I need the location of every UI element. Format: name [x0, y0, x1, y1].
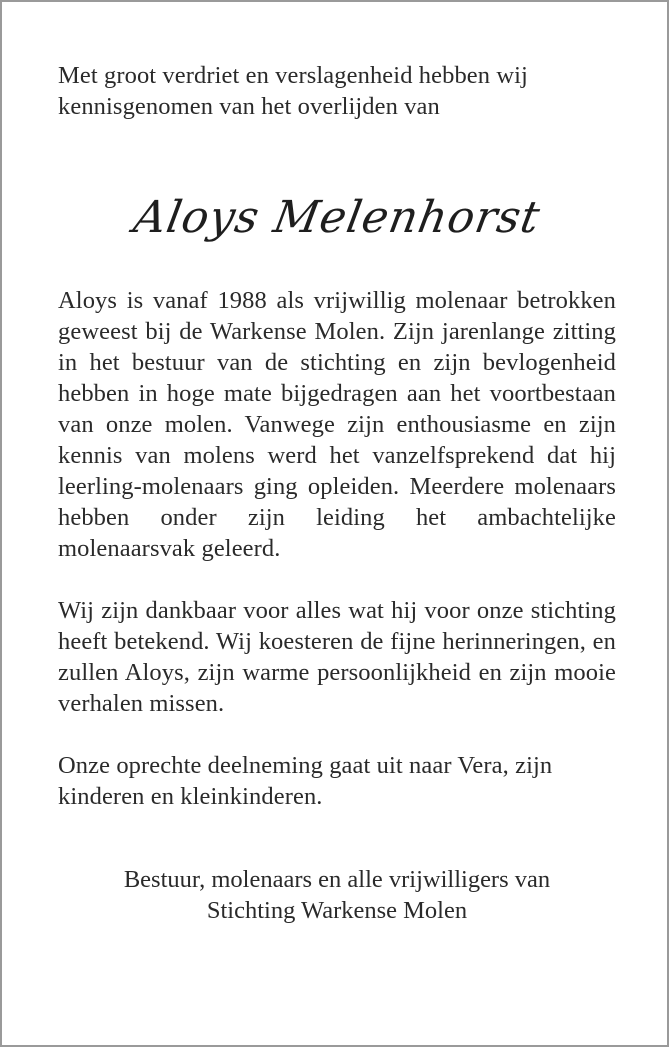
- story-paragraph: Aloys is vanaf 1988 als vrijwillig molenaar betrokken geweest bij de Warkense Molen. Zijn jarenlange zitting in het bestuur van de stichting en zijn bevlogenheid hebben in hoge mate bijgedragen aan het voortbestaan van onze molen. Vanwege zijn enthousiasme en zijn kennis van molens werd het vanzelfsprekend dat hij leerling-molenaars ging opleiden. Meerdere molenaars hebben onder zijn leiding het ambachtelijke molenaarsvak geleerd.: [58, 287, 616, 562]
- thanks-paragraph: Wij zijn dankbaar voor alles wat hij voor onze stichting heeft betekend. Wij koesteren de fijne herinneringen, en zullen Aloys, zijn warme persoonlijkheid en zijn mooie verhalen missen.: [58, 597, 616, 717]
- signature-block: [58, 864, 616, 926]
- deceased-name: Aloys Melenhorst: [129, 192, 545, 243]
- signature-line-2: Stichting Warkense Molen: [206, 897, 468, 924]
- obituary-content: [58, 60, 616, 926]
- sympathy-paragraph: Onze oprechte deelneming gaat uit naar Vera, zijn kinderen en kleinkinderen.: [58, 752, 553, 810]
- signature-line-1: Bestuur, molenaars en alle vrijwilligers van: [123, 866, 551, 893]
- intro-text: Met groot verdriet en verslagenheid hebben wij kennisgenomen van het overlijden van: [58, 62, 528, 120]
